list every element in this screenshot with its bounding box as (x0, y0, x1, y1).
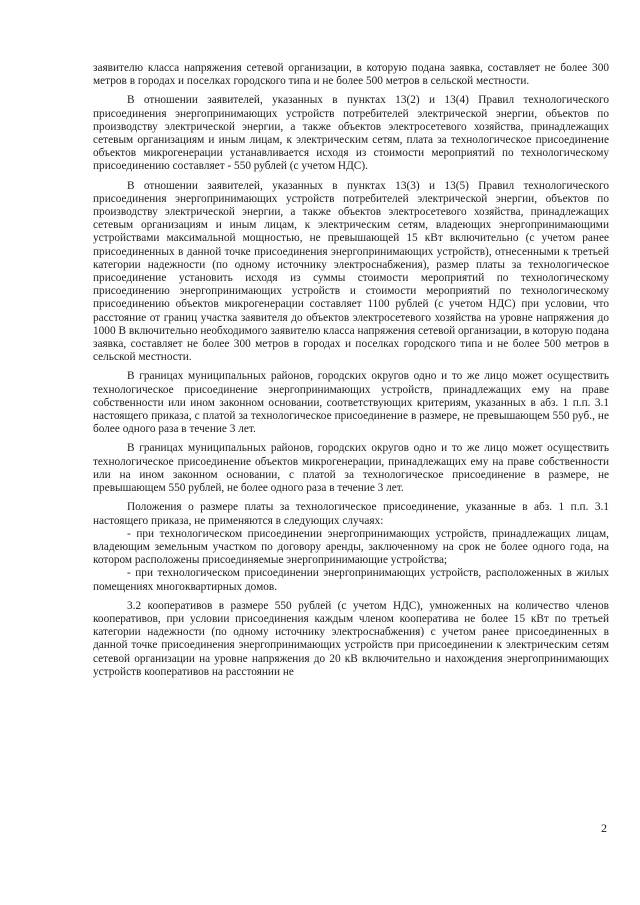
paragraph-microgeneration-fee: В отношении заявителей, указанных в пунктах 13(2) и 13(4) Правил технологического присоединения энергопринимающих устройств потребителей электрической энергии, объектов по производству электрической энергии, а также объектов электросетевого хозяйства, принадлежащих сетевым организациям и иным лицам, к электрическим сетям, плата за технологическое присоединение объектов микрогенерации устанавливается исходя из стоимости мероприятий по технологическому присоединению составляет - 550 рублей (с учетом НДС). (93, 94, 609, 173)
document-body (93, 62, 609, 679)
paragraph-exception-lease: - при технологическом присоединении энергопринимающих устройств, принадлежащих лицам, владеющим земельным участком по договору аренды, заключенному на срок не более одного года, на котором расположены присоединяемые энергопринимающие устройства; (93, 527, 609, 567)
paragraph-continuation: заявителю класса напряжения сетевой организации, в которую подана заявка, составляет не более 300 метров в городах и поселках городского типа и не более 500 метров в сельской местности. (93, 62, 609, 88)
paragraph-municipal-limit-microgeneration: В границах муниципальных районов, городских округов одно и то же лицо может осуществить технологическое присоединение объектов микрогенерации, принадлежащих ему на праве собственности или на ином законном основании, с платой за технологическое присоединение в размере, не превышающем 550 рублей, не более одного раза в течение 3 лет. (93, 442, 609, 495)
paragraph-municipal-limit-devices: В границах муниципальных районов, городских округов одно и то же лицо может осуществить технологическое присоединение энергопринимающих устройств, принадлежащих ему на праве собственности или ином законном основании, соответствующих критериям, указанных в абз. 1 п.п. 3.1 настоящего приказа, с платой за технологическое присоединение в размере, не превышающем 550 руб., не более одного раза в течение 3 лет. (93, 370, 609, 436)
paragraph-cooperatives: 3.2 кооперативов в размере 550 рублей (с учетом НДС), умноженных на количество членов кооперативов, при условии присоединения каждым членом кооператива не более 15 кВт по третьей категории надежности (по одному источнику электроснабжения) с учетом ранее присоединенных в данной точке присоединения энергопринимающих устройств при присоединении к электрическим сетям сетевой организации на уровне напряжения до 20 кВ включительно и нахождения энергопринимающих устройств кооперативов на расстоянии не (93, 599, 609, 678)
page-number: 2 (601, 821, 607, 835)
paragraph-exception-apartments: - при технологическом присоединении энергопринимающих устройств, расположенных в жилых помещениях многоквартирных домов. (93, 567, 609, 593)
paragraph-exceptions-intro: Положения о размере платы за технологическое присоединение, указанные в абз. 1 п.п. 3.1 настоящего приказа, не применяются в следующих случаях: (93, 501, 609, 527)
paragraph-combined-fee: В отношении заявителей, указанных в пунктах 13(3) и 13(5) Правил технологического присоединения энергопринимающих устройств потребителей электрической энергии, объектов по производству электрической энергии, а также объектов электросетевого хозяйства, принадлежащих сетевым организациям и иным лицам, к электрическим сетям, владеющих энергопринимающими устройствами максимальной мощностью, не превышающей 15 кВт включительно (с учетом ранее присоединенных в данной точке присоединения энергопринимающих устройств), отнесенными к третьей категории надежности (по одному источнику электроснабжения), размер платы за технологическое присоединение установить исходя из суммы стоимости мероприятий по технологическому присоединению энергопринимающих устройств и стоимости мероприятий по технологическому присоединению объектов микрогенерации составляет 1100 рублей (с учетом НДС) при условии, что расстояние от границ участка заявителя до объектов электросетевого хозяйства на уровне напряжения до 1000 В включительно необходимого заявителю класса напряжения сетевой организации, в которую подана заявка, составляет не более 300 метров в городах и поселках городского типа и не более 500 метров в сельской местности. (93, 179, 609, 364)
